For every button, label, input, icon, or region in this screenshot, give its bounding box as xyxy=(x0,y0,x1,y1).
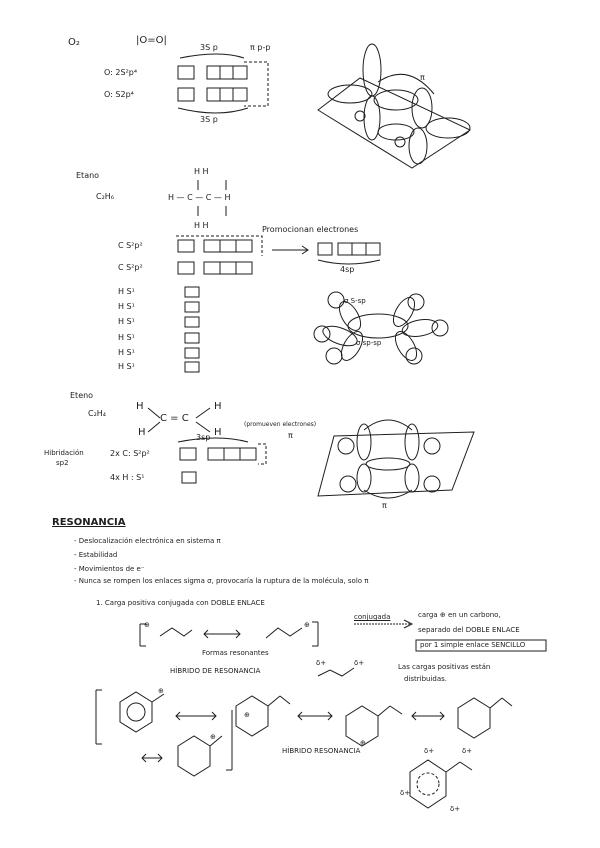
eteno-orbital-label: 3sp xyxy=(196,433,211,442)
o2-orbital-top-label: 3S p xyxy=(200,43,218,52)
o2-config-1: O: 2S²p⁴ xyxy=(104,68,138,77)
etano-row-top: H H xyxy=(194,167,209,176)
resonancia-bullet: - Nunca se rompen los enlaces sigma σ, provocaría la ruptura de la molécula, solo π xyxy=(74,577,369,585)
delta-plus: δ+ xyxy=(424,747,435,755)
o2-orbital-diagram xyxy=(318,44,470,168)
eteno-h-tr: H xyxy=(214,401,222,412)
o2-label: O₂ xyxy=(68,37,80,48)
formas-resonantes: Formas resonantes xyxy=(202,649,269,657)
etano-promo-note: Promocionan electrones xyxy=(262,225,359,234)
o2-orbital-bottom-label: 3S p xyxy=(200,115,218,124)
note-line-3: por 1 simple enlace SENCILLO xyxy=(420,641,526,649)
note-line-2: separado del DOBLE ENLACE xyxy=(418,626,520,634)
plus-charge-3: ⊕ xyxy=(158,687,164,695)
etano-hybrid-label: 4sp xyxy=(340,265,355,274)
cargas-line-2: distribuidas. xyxy=(404,675,448,683)
hibrido-resonancia: HÍBRIDO DE RESONANCIA xyxy=(170,667,261,675)
conjugada-label: conjugada xyxy=(354,613,391,621)
eteno-hybrid-type: sp2 xyxy=(56,459,69,467)
eteno-hybrid-label: Hibridación xyxy=(44,449,84,457)
etano-sigma-sp-sp: σ sp-sp xyxy=(356,339,382,347)
etano-formula: C₂H₆ xyxy=(96,192,115,201)
resonancia-title: RESONANCIA xyxy=(52,517,126,528)
resonancia-bullet: - Movimientos de e⁻ xyxy=(74,565,145,573)
note-line-1: carga ⊕ en un carbono, xyxy=(418,611,501,619)
etano-config-row: H S¹ xyxy=(118,333,135,342)
etano-orbital-boxes xyxy=(176,180,380,372)
etano-config-row: H S¹ xyxy=(118,302,135,311)
eteno-note: (promueven electrones) xyxy=(244,421,317,428)
etano-title: Etano xyxy=(76,171,100,180)
etano-config-row: H S¹ xyxy=(118,317,135,326)
delta-plus: δ+ xyxy=(400,789,411,797)
eteno-pi-label: π xyxy=(288,431,293,440)
etano-config-row: H S¹ xyxy=(118,348,135,357)
delta-plus: δ+ xyxy=(462,747,473,755)
hibrido-resonancia-2: HÍBRIDO RESONANCIA xyxy=(282,747,361,755)
eteno-double-bond: C = C xyxy=(160,413,189,424)
etano-config-row: C S²p² xyxy=(118,241,143,250)
delta-plus: δ+ xyxy=(450,805,461,813)
plus-charge-1: ⊕ xyxy=(144,621,150,629)
o2-diagram-pi: π xyxy=(420,73,425,82)
etano-config-row: C S²p² xyxy=(118,263,143,272)
eteno-h-config: 4x H : S¹ xyxy=(110,473,145,482)
eteno-formula: C₂H₄ xyxy=(88,409,107,418)
eteno-c-config: 2x C: S²p² xyxy=(110,449,150,458)
etano-config-row: H S¹ xyxy=(118,362,135,371)
plus-charge-6: ⊕ xyxy=(360,739,366,747)
cargas-line-1: Las cargas positivas están xyxy=(398,663,491,671)
eteno-diagram-pi: π xyxy=(382,501,387,510)
resonancia-point-1: 1. Carga positiva conjugada con DOBLE ENLACE xyxy=(96,599,265,607)
plus-charge-5: ⊕ xyxy=(210,733,216,741)
etano-sigma-s-sp: σ S-sp xyxy=(344,297,366,305)
etano-row-bot: H H xyxy=(194,221,209,230)
resonancia-bullet: - Deslocalización electrónica en sistema π xyxy=(74,537,221,545)
eteno-title: Eteno xyxy=(70,391,94,400)
eteno-h-tl: H xyxy=(136,401,144,412)
delta-plus: δ+ xyxy=(354,659,365,667)
plus-charge-4: ⊕ xyxy=(244,711,250,719)
o2-orbital-boxes xyxy=(178,54,268,113)
eteno-h-bl: H xyxy=(138,427,146,438)
eteno-orbital-diagram xyxy=(318,420,474,498)
resonancia-bullet: - Estabilidad xyxy=(74,551,118,559)
o2-lewis-structure: |O=O| xyxy=(136,35,167,46)
etano-config-row: H S¹ xyxy=(118,287,135,296)
etano-orbital-diagram xyxy=(314,292,448,364)
delta-plus: δ+ xyxy=(316,659,327,667)
plus-charge-2: ⊕ xyxy=(304,621,310,629)
o2-config-2: O: S2p⁴ xyxy=(104,90,134,99)
etano-row-mid: H — C — C — H xyxy=(168,193,231,202)
o2-pi-label: π p-p xyxy=(250,43,271,52)
eteno-h-br: H xyxy=(214,427,222,438)
